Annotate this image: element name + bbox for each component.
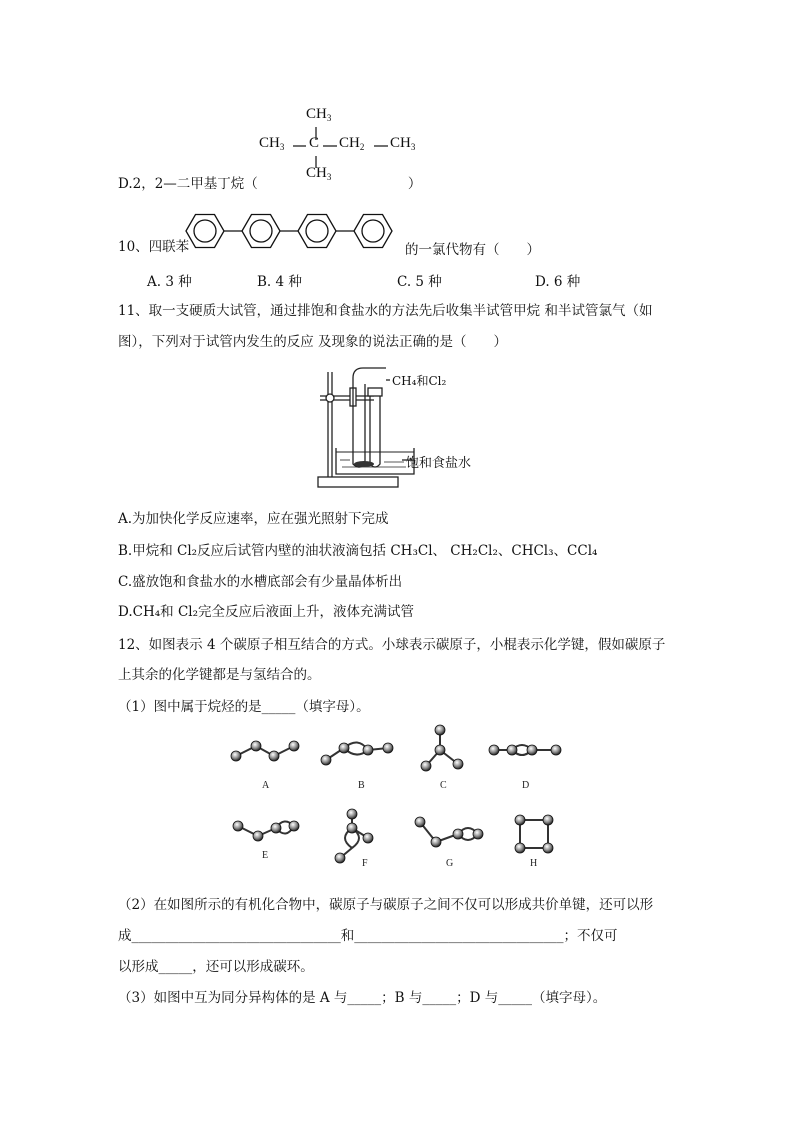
q11-option-d: D.CH₄和 Cl₂完全反应后液面上升，液体充满试管 bbox=[118, 604, 414, 620]
formula-mid-ch: CH bbox=[339, 135, 360, 151]
apparatus-gas-label: CH₄和Cl₂ bbox=[392, 374, 447, 388]
figure-label-a: A bbox=[262, 780, 270, 791]
figure-label-h: H bbox=[530, 858, 538, 866]
formula-right-ch: CH bbox=[390, 135, 411, 151]
q11-line2: 图），下列对于试管内发生的反应 及现象的说法正确的是（ ） bbox=[118, 334, 508, 350]
q12-part2-line3: 以形成_____，还可以形成碳环。 bbox=[118, 959, 314, 975]
q11-option-b: B.甲烷和 Cl₂反应后试管内壁的油状液滴包括 CH₃Cl、 CH₂Cl₂、CHCl₃、CCl₄ bbox=[118, 543, 598, 559]
q12-part2-line2: 成_______________________________和_______________________________；不仅可 bbox=[118, 928, 618, 944]
apparatus-water-label: 饱和食盐水 bbox=[406, 456, 472, 471]
q12-part3: （3）如图中互为同分异构体的是 A 与_____；B 与_____；D 与_____（填字母）。 bbox=[118, 990, 607, 1006]
carbon-skeleton-figure bbox=[222, 716, 582, 866]
formula-center-c: C bbox=[309, 135, 320, 151]
q10-stem: 10、四联苯 bbox=[118, 239, 190, 255]
formula-bottom-ch: CH bbox=[306, 165, 327, 181]
figure-label-b: B bbox=[358, 780, 365, 791]
q10-option-a: A. 3 种 bbox=[147, 274, 192, 290]
q11-option-a: A.为加快化学反应速率，应在强光照射下完成 bbox=[118, 511, 389, 527]
q10-stem-tail: 的一氯代物有（ ） bbox=[405, 242, 540, 258]
q10-option-d: D. 6 种 bbox=[535, 274, 581, 290]
formula-top-ch: CH bbox=[306, 106, 327, 122]
formula-left-ch: CH bbox=[259, 135, 280, 151]
figure-label-g: G bbox=[446, 858, 454, 866]
q12-line1: 12、如图表示 4 个碳原子相互结合的方式。小球表示碳原子，小棍表示化学键，假如碳原子 bbox=[118, 637, 666, 653]
figure-label-c: C bbox=[440, 780, 447, 791]
quaterphenyl-structure-icon bbox=[184, 208, 406, 254]
figure-label-d: D bbox=[522, 780, 530, 791]
q11-option-c: C.盛放饱和食盐水的水槽底部会有少量晶体析出 bbox=[118, 574, 403, 590]
figure-label-f: F bbox=[362, 858, 368, 866]
q12-part1: （1）图中属于烷烃的是_____（填字母）。 bbox=[118, 699, 370, 715]
q11-line1: 11、取一支硬质大试管，通过排饱和食盐水的方法先后收集半试管甲烷 和半试管氯气（如 bbox=[118, 303, 653, 319]
q12-part2-line1: （2）在如图所示的有机化合物中，碳原子与碳原子之间不仅可以形成共价单键，还可以形 bbox=[118, 897, 654, 913]
q10-option-c: C. 5 种 bbox=[397, 274, 442, 290]
q12-line2: 上其余的化学键都是与氢结合的。 bbox=[118, 667, 321, 683]
figure-label-e: E bbox=[262, 850, 269, 861]
q9-option-d: D.2，2—二甲基丁烷（ ） bbox=[118, 176, 422, 192]
q10-option-b: B. 4 种 bbox=[257, 274, 302, 290]
